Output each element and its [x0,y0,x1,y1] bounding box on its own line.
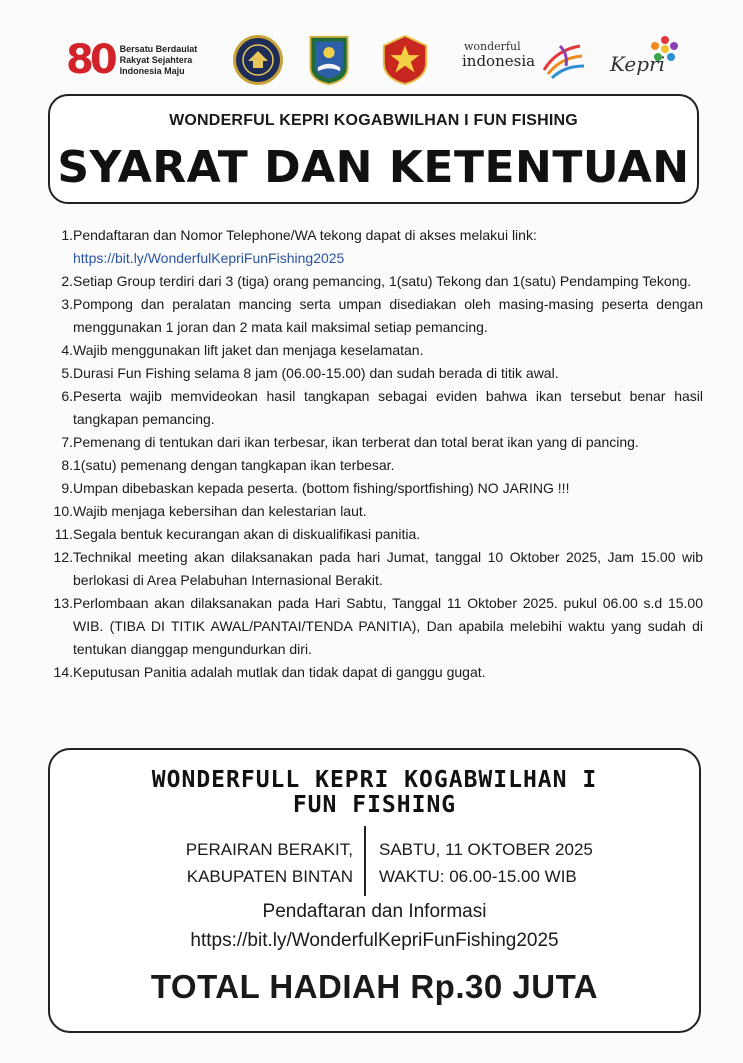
term-item-9: 9. Umpan dibebaskan kepada peserta. (bottom fishing/sportfishing) NO JARING !!! [61,480,570,496]
registration-link-footer[interactable]: https://bit.ly/WonderfulKepriFunFishing2025 [190,930,559,951]
wonderful-kepri-logo: Kepri [608,36,688,84]
term-item-1: 1. Pendaftaran dan Nomor Telephone/WA tekong dapat di akses melakui link: https://bit.ly/WonderfulKepriFunFishing2025 [61,227,537,266]
term-item-12: 12. Technikal meeting akan dilaksanakan pada hari Jumat, tanggal 10 Oktober 2025, Jam 15.00 wib berlokasi di Area Pelabuhan Internasional Berakit. [53,549,703,588]
event-location: PERAIRAN BERAKIT, KABUPATEN BINTAN [185,840,353,886]
event-schedule: SABTU, 11 OKTOBER 2025 WAKTU: 06.00-15.00 WIB [379,840,593,886]
term-item-8: 8. 1(satu) pemenang dengan tangkapan ikan terbesar. [61,457,395,473]
military-emblem-icon [380,34,430,86]
term-item-11: 11. Segala bentuk kecurangan akan di diskualifikasi panitia. [54,526,421,542]
term-item-10: 10. Wajib menjaga kebersihan dan kelestarian laut. [53,503,367,519]
event-subtitle: WONDERFUL KEPRI KOGABWILHAN I FUN FISHING [169,112,578,129]
anniversary-80-logo [66,38,197,82]
garuda-seal-icon [232,34,284,86]
term-item-7: 7. Pemenang di tentukan dari ikan terbesar, ikan terberat dan total berat ikan yang di pancing. [61,434,639,450]
wonderful-indonesia-logo: wonderful indonesia [462,40,586,80]
event-title: WONDERFULL KEPRI KOGABWILHAN I FUN FISHING [151,767,598,818]
registration-link[interactable]: https://bit.ly/WonderfulKepriFunFishing2025 [73,250,345,266]
term-item-13: 13. Perlombaan akan dilaksanakan pada Hari Sabtu, Tanggal 11 Oktober 2025. pukul 06.00 s.d 15.00 WIB. (TIBA DI TITIK AWAL/PANTAI/TENDA PANITIA), Dan apabila melebihi waktu yang sudah di tentukan dianggap mengundurkan diri. [53,595,703,657]
event-info-box [48,748,701,1033]
anniversary-slogan: Bersatu Berdaulat Rakyat Sejahtera Indonesia Maju [119,43,198,76]
vertical-divider [364,826,366,896]
term-item-3: 3. Pompong dan peralatan mancing serta umpan disediakan oleh masing-masing peserta dengan menggunakan 1 joran dan 2 mata kail maksimal setiap pemancing. [61,296,703,335]
term-item-5: 5. Durasi Fun Fishing selama 8 jam (06.00-15.00) dan sudah berada di titik awal. [61,365,559,381]
term-item-6: 6. Peserta wajib memvideokan hasil tangkapan sebagai eviden bahwa ikan tersebut benar hasil tangkapan pemancing. [61,388,703,427]
logo-bar [0,30,743,92]
wonderful-indonesia-garuda-icon [540,40,586,80]
page-title: SYARAT DAN KETENTUAN [57,142,690,193]
anniversary-number: 80 [66,37,114,83]
terms-list [48,224,703,684]
registration-label: Pendaftaran dan Informasi [262,901,487,922]
term-item-2: 2. Setiap Group terdiri dari 3 (tiga) orang pemancing, 1(satu) Tekong dan 1(satu) Pendamping Tekong. [61,273,692,289]
term-item-4: 4. Wajib menggunakan lift jaket dan menjaga keselamatan. [61,342,424,358]
riau-islands-emblem-icon [306,34,352,86]
title-box [48,94,699,204]
total-prize: TOTAL HADIAH Rp.30 JUTA [150,968,599,1005]
term-item-14: 14. Keputusan Panitia adalah mutlak dan tidak dapat di ganggu gugat. [53,664,486,680]
